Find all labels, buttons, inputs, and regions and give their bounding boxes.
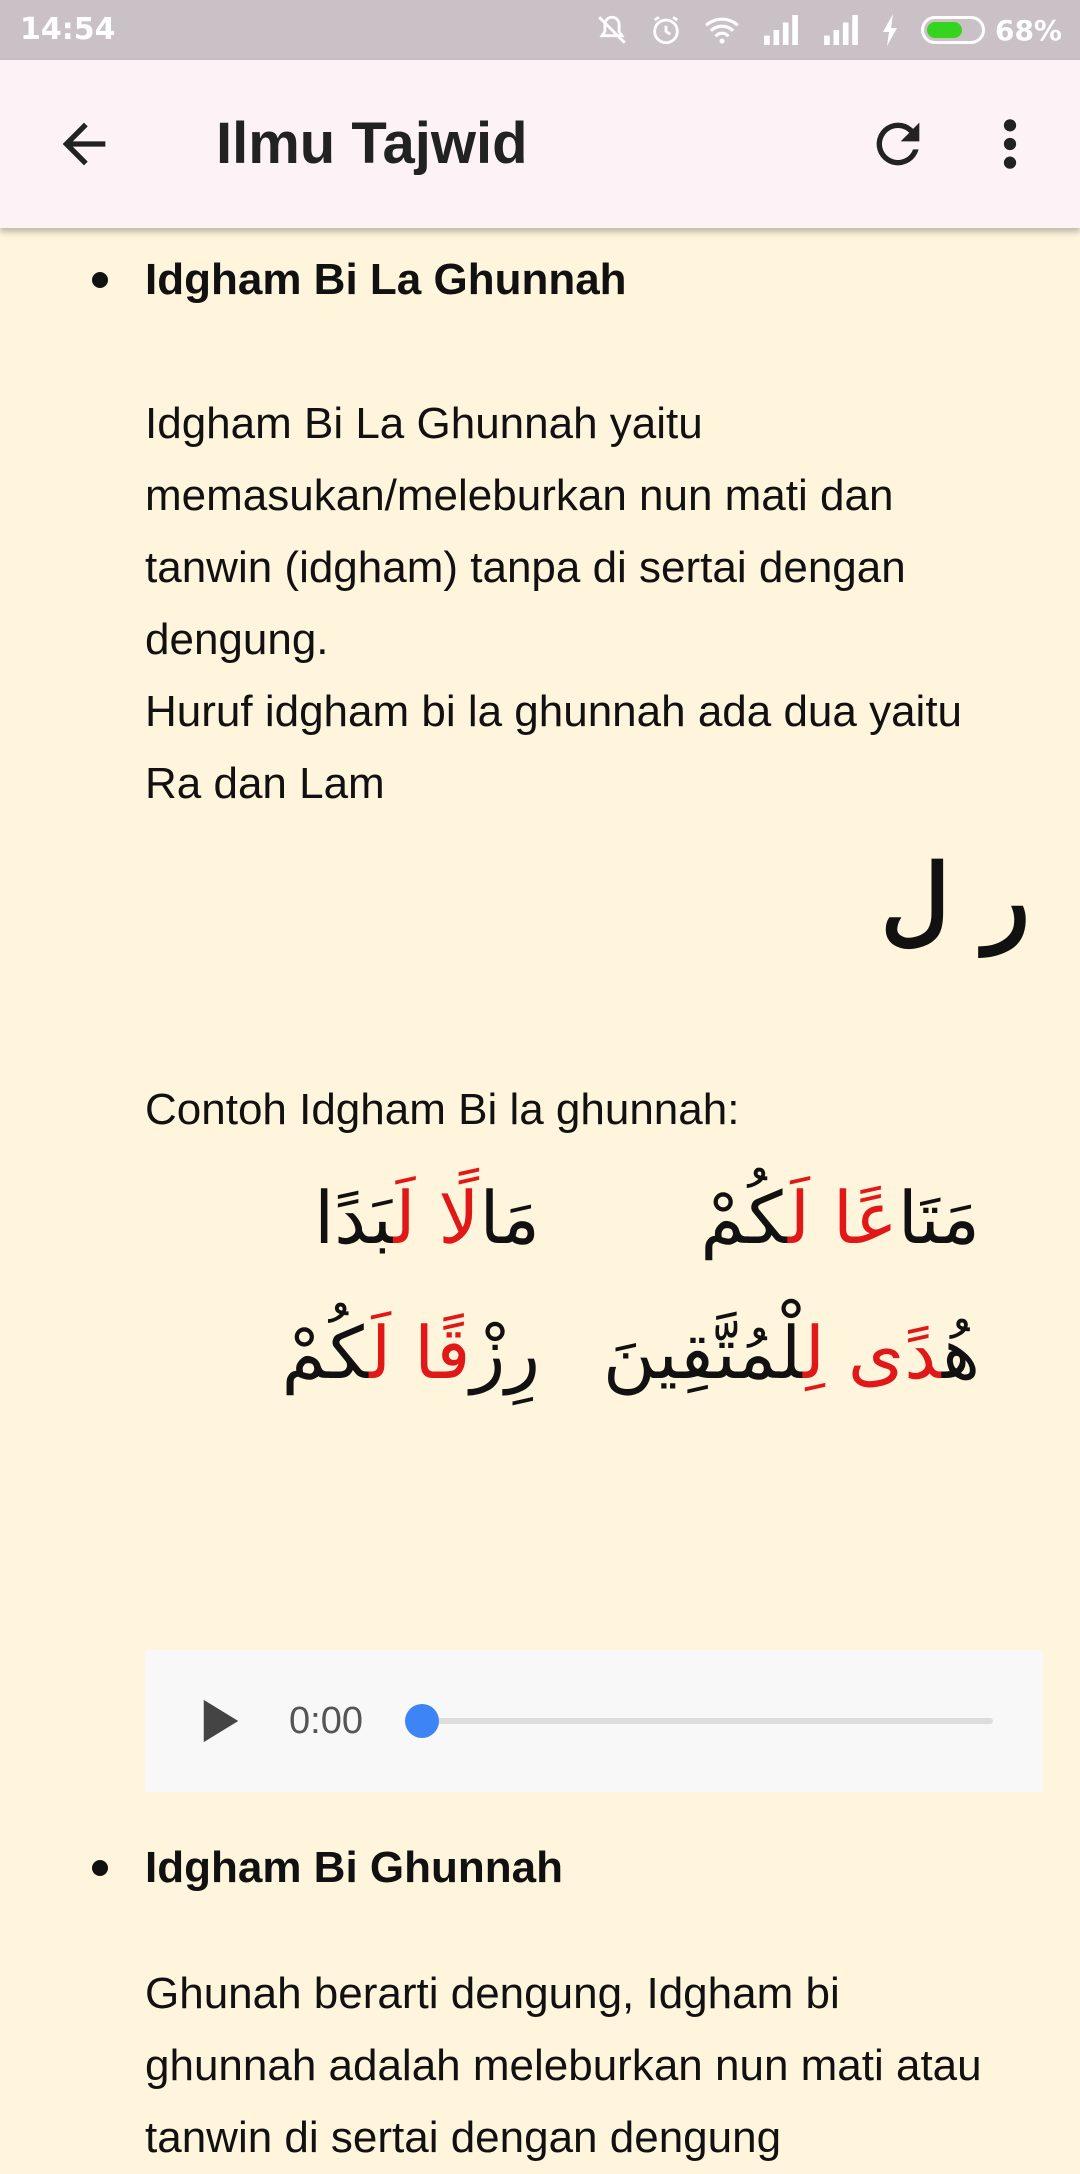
description-line: dengung. — [145, 615, 329, 664]
audio-player — [145, 1650, 1043, 1792]
description-bi-ghunnah — [145, 1958, 1065, 2174]
description-line: memasukan/meleburkan nun mati dan — [145, 471, 894, 520]
arabic-example: هُدًى لِلْمُتَّقِينَ — [602, 1311, 980, 1395]
play-icon[interactable] — [201, 1698, 241, 1744]
audio-seek-handle[interactable] — [405, 1704, 439, 1738]
audio-seek-bar[interactable] — [425, 1718, 993, 1724]
example-label: Contoh Idgham Bi la ghunnah: — [145, 1085, 740, 1134]
signal-icon — [821, 15, 861, 45]
back-arrow-icon[interactable] — [52, 112, 116, 176]
more-vert-icon[interactable] — [978, 112, 1042, 176]
page-title: Ilmu Tajwid — [216, 111, 528, 176]
alarm-icon — [649, 13, 683, 47]
mute-icon — [595, 13, 629, 47]
description-line: Huruf idgham bi la ghunnah ada dua yaitu — [145, 687, 963, 736]
status-icons — [595, 10, 1062, 50]
arabic-example: رِزْقًا لَكُمْ — [281, 1311, 540, 1395]
audio-current-time: 0:00 — [289, 1700, 363, 1742]
battery-percent: 68% — [994, 13, 1062, 47]
description-line: tanwin (idgham) tanpa di sertai dengan — [145, 543, 906, 592]
description-bi-la-ghunnah — [145, 388, 1065, 820]
wifi-icon — [703, 13, 741, 47]
signal-icon — [761, 15, 801, 45]
battery-indicator — [921, 14, 1062, 47]
description-line: ghunnah adalah meleburkan nun mati atau — [145, 2041, 982, 2090]
description-line: Ghunah berarti dengung, Idgham bi — [145, 1969, 840, 2018]
section-heading-bi-ghunnah: Idgham Bi Ghunnah — [145, 1843, 563, 1892]
battery-icon — [921, 16, 985, 44]
arabic-example: مَتَاعًا لَكُمْ — [700, 1176, 980, 1260]
arabic-example: مَالًا لَبَدًا — [314, 1176, 540, 1260]
arabic-letters: ر ل — [880, 843, 1030, 956]
description-line: Idgham Bi La Ghunnah yaitu — [145, 399, 703, 448]
status-bar — [0, 0, 1080, 60]
description-line: tanwin di sertai dengan dengung — [145, 2113, 782, 2162]
bullet-icon — [92, 1860, 108, 1876]
app-bar — [0, 60, 1080, 228]
description-line: Ra dan Lam — [145, 759, 385, 808]
status-time: 14:54 — [20, 12, 116, 47]
bullet-icon — [92, 272, 108, 288]
refresh-icon[interactable] — [866, 112, 930, 176]
section-heading-bi-la-ghunnah: Idgham Bi La Ghunnah — [145, 255, 627, 304]
charging-icon — [881, 14, 901, 46]
